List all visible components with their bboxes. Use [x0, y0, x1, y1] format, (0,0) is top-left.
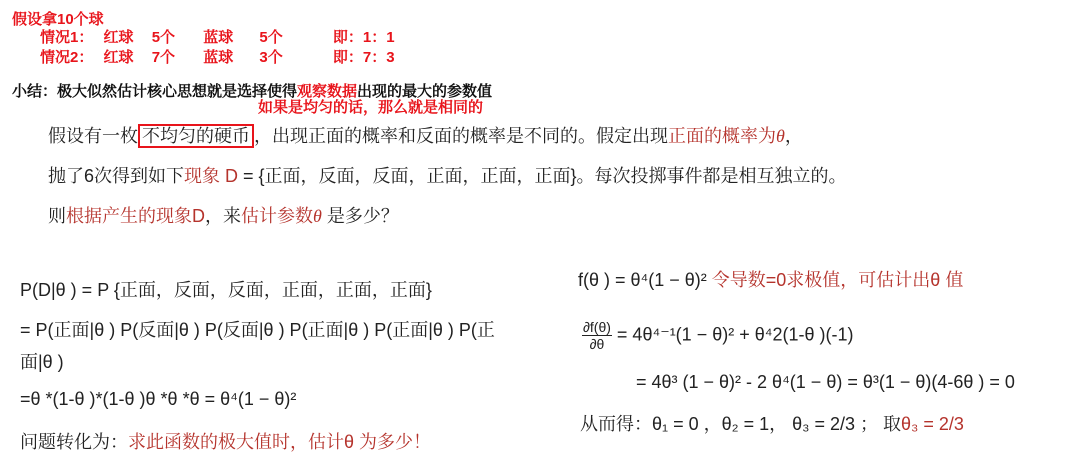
- result-text: 从而得：θ₁ = 0 ，θ₂ = 1， θ₃ = 2/3 ； 取: [580, 414, 902, 434]
- summary-highlight: 观察数据: [297, 83, 358, 100]
- theta-symbol: θ: [313, 206, 322, 226]
- summary-note: 如果是均匀的话，那么就是相同的: [258, 99, 484, 116]
- result-highlight: θ₃ = 2/3: [901, 414, 964, 434]
- derivative-denominator: ∂θ: [589, 336, 605, 352]
- problem-l1-text-b: ，出现正面的概率和反面的概率是不同的。假定出现: [254, 126, 668, 146]
- f-note: 令导数=0求极值，可估计出θ 值: [706, 270, 964, 290]
- problem-l1-end: ，: [784, 126, 803, 146]
- case-2-red-count: 7个: [151, 49, 176, 66]
- case-2-blue-count: 3个: [259, 49, 283, 66]
- f-definition: f(θ ) = θ⁴(1 − θ)²: [578, 270, 707, 290]
- problem-l2-text-a: 抛了6次得到如下: [48, 166, 185, 186]
- derivative-fraction: [582, 320, 612, 351]
- case-1-line: [40, 26, 395, 47]
- case-1-red: 红球: [103, 29, 134, 46]
- summary-prefix: 小结：极大似然估计核心思想就是选择使得: [12, 83, 298, 100]
- likelihood-line-2: = P(正面|θ ) P(反面|θ ) P(反面|θ ) P(正面|θ ) P(正面|θ ) P(正: [20, 320, 495, 340]
- problem-l3-end: 是多少？: [321, 206, 399, 226]
- case-1-blue: 蓝球: [203, 29, 234, 46]
- case-1-ratio: 即：1：1: [332, 29, 395, 46]
- problem-line-1: [48, 122, 803, 148]
- theta-symbol: θ: [776, 126, 785, 146]
- problem-l2-text-b: = {正面，反面，反面，正面，正面，正面}。每次投掷事件都是相互独立的。: [238, 166, 847, 186]
- problem-l1-red: 正面的概率为: [668, 126, 776, 146]
- problem-l3-red-2: 估计参数: [241, 206, 313, 226]
- likelihood-line-3: 面|θ ): [20, 352, 64, 372]
- result-line: [580, 410, 964, 436]
- problem-l3-text-a: 则: [48, 206, 66, 226]
- problem-transform-line: [20, 428, 431, 454]
- derivative-line-1: [582, 320, 853, 351]
- derivative-rhs: = 4θ⁴⁻¹(1 − θ)² + θ⁴2(1-θ )(-1): [611, 324, 854, 345]
- likelihood-line-1: P(D|θ ) = P {正面，反面，反面，正面，正面，正面}: [20, 280, 432, 300]
- transform-label: 问题转化为：: [20, 432, 128, 452]
- transform-goal: 求此函数的极大值时，估计θ 为多少！: [128, 432, 432, 452]
- phenomenon-d: 现象 D: [184, 166, 239, 186]
- case-2-blue: 蓝球: [203, 49, 234, 66]
- derivative-line-2: = 4θ³ (1 − θ)² - 2 θ⁴(1 − θ) = θ³(1 − θ)(4-6θ ) = 0: [636, 372, 1015, 392]
- summary-suffix: 出现的最大的参数值: [357, 83, 493, 100]
- likelihood-line-4: =θ *(1-θ )*(1-θ )θ *θ *θ = θ⁴(1 − θ)²: [20, 389, 297, 409]
- case-2-red: 红球: [103, 49, 134, 66]
- problem-l1-text-a: 假设有一枚: [48, 126, 138, 146]
- derivative-numerator: ∂f(θ): [583, 319, 611, 335]
- problem-line-3: [48, 202, 399, 228]
- problem-line-2: [48, 162, 847, 188]
- case-1-blue-count: 5个: [259, 29, 283, 46]
- example-title: 假设拿10个球: [12, 11, 104, 28]
- case-1-label: 情况1：: [40, 29, 94, 46]
- problem-l3-text-b: ，来: [205, 206, 241, 226]
- problem-l3-red-1: 根据产生的现象D: [66, 206, 205, 226]
- case-1-red-count: 5个: [151, 29, 176, 46]
- uneven-coin-highlight: 不均匀的硬币: [138, 124, 254, 148]
- f-definition-line: [578, 266, 963, 292]
- case-2-line: [40, 46, 395, 67]
- case-2-ratio: 即：7：3: [332, 49, 395, 66]
- case-2-label: 情况2：: [40, 49, 94, 66]
